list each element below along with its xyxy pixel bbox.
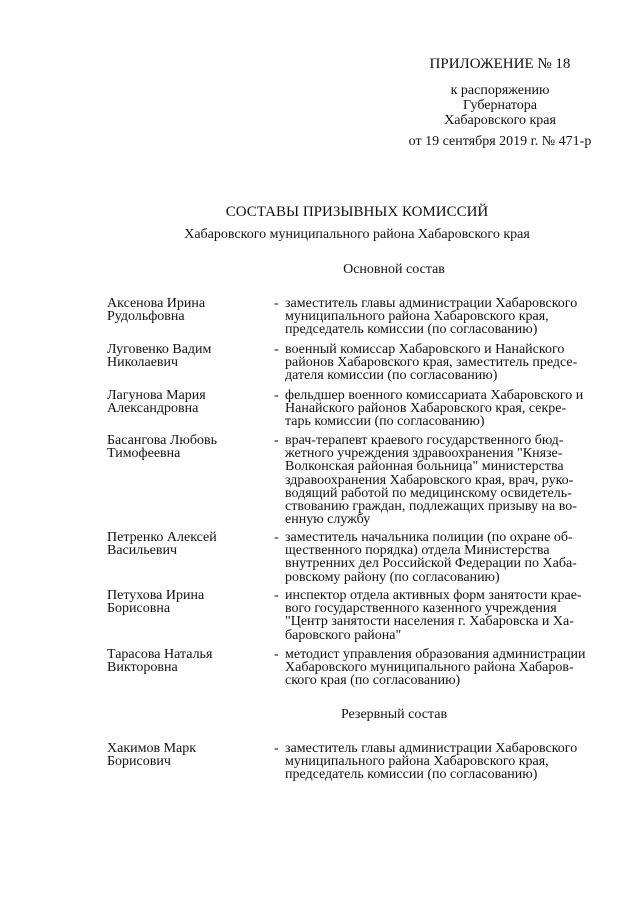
reserve-section-title: Резервный состав (340, 707, 448, 722)
member-name: Аксенова Ирина Рудольфовна (107, 296, 206, 325)
member-name: Петухова Ирина Борисовна (107, 588, 205, 617)
member-role: заместитель главы администрации Хабаровского муниципального района Хабаровского края, председатель комиссии (по согласованию) (285, 741, 578, 783)
member-role: военный комиссар Хабаровского и Нанайского районов Хабаровского края, заместитель предсе- дателя комиссии (по согласованию) (285, 342, 578, 384)
appendix-line: Хабаровского края (444, 113, 556, 128)
document-subtitle: Хабаровского муниципального района Хабаровского края (184, 227, 530, 242)
member-dash: - (274, 741, 279, 756)
appendix-line: к распоряжению (450, 83, 550, 98)
member-role: методист управления образования администрации Хабаровского муниципального района Хабаров- ского края (по согласованию) (285, 647, 586, 689)
member-role: заместитель начальника полиции (по охране об- щественного порядка) отдела Министерства внутренних дел Российской Федерации по Хаба- ровскому району (по согласованию) (285, 530, 577, 585)
member-dash: - (274, 433, 279, 448)
member-role: заместитель главы администрации Хабаровского муниципального района Хабаровского края, председатель комиссии (по согласованию) (285, 296, 578, 338)
member-dash: - (274, 647, 279, 662)
appendix-header (380, 57, 620, 149)
appendix-line: Губернатора (462, 98, 538, 113)
document-title-block (0, 203, 640, 243)
member-name: Хакимов Марк Борисович (107, 741, 197, 770)
member-name: Луговенко Вадим Николаевич (107, 342, 212, 371)
appendix-date: от 19 сентября 2019 г. № 471-р (408, 134, 592, 149)
member-dash: - (274, 588, 279, 603)
appendix-title: ПРИЛОЖЕНИЕ № 18 (429, 56, 571, 72)
member-name: Петренко Алексей Васильевич (107, 530, 217, 559)
document-title: СОСТАВЫ ПРИЗЫВНЫХ КОМИССИЙ (225, 204, 489, 220)
member-dash: - (274, 296, 279, 311)
member-dash: - (274, 342, 279, 357)
main-section-title: Основной состав (343, 262, 445, 277)
member-name: Лагунова Мария Александровна (107, 388, 206, 417)
member-role: врач-терапевт краевого государственного бюд- жетного учреждения здравоохранения "Князе- Волконская районная больница" министерства здравоохранения Хабаровского края, врач, руко- водящий работой по медицинскому освидетель- ствованию граждан, подлежащих призыву на во- енную службу (285, 433, 577, 528)
member-dash: - (274, 388, 279, 403)
member-name: Басангова Любовь Тимофеевна (107, 433, 217, 462)
member-role: фельдшер военного комиссариата Хабаровского и Нанайского районов Хабаровского края, секре- тарь комиссии (по согласованию) (285, 388, 584, 430)
member-name: Тарасова Наталья Викторовна (107, 647, 213, 676)
member-role: инспектор отдела активных форм занятости крае- вого государственного казенного учреждения "Центр занятости населения г. Хабаровска и Ха- баровского района" (285, 588, 582, 643)
member-dash: - (274, 530, 279, 545)
